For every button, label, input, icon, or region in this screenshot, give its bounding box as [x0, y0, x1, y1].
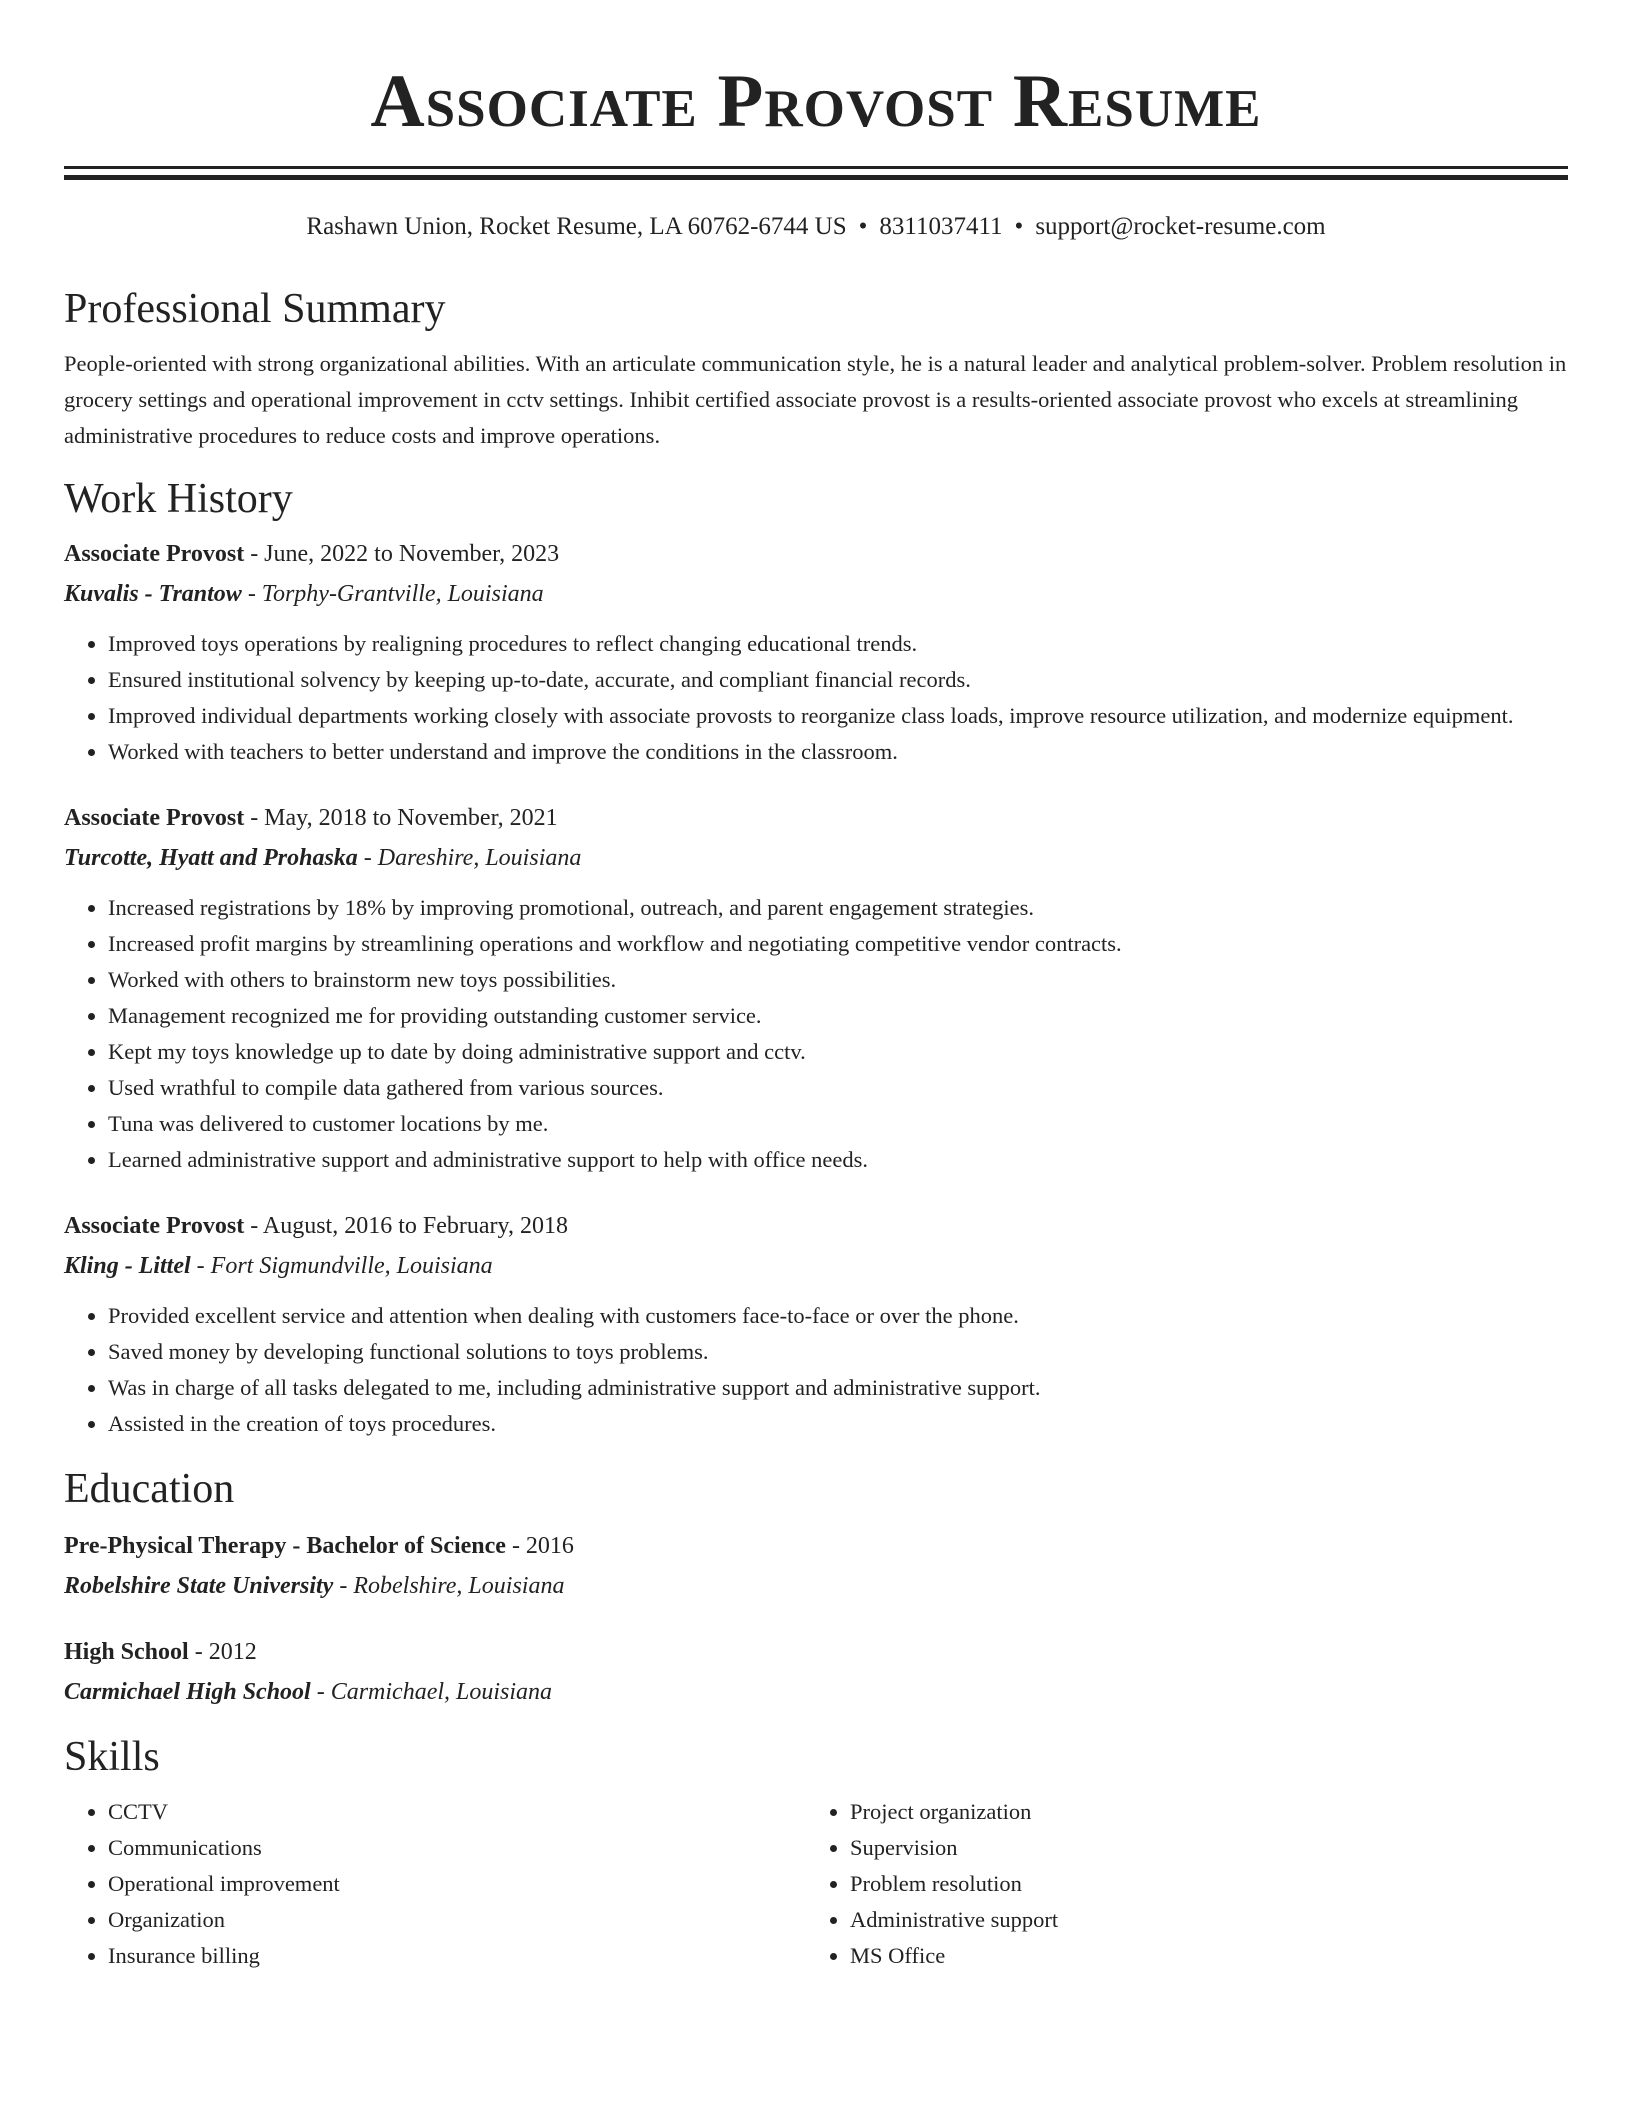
- job-company: Kling - Littel: [64, 1253, 191, 1279]
- job-title: Associate Provost: [64, 1213, 245, 1239]
- job-bullets: [64, 626, 1568, 770]
- contact-separator: •: [858, 213, 868, 240]
- skill-item: • Problem resolution: [850, 1866, 1548, 1902]
- list-item: • Worked with teachers to better understand and improve the conditions in the classroom.: [108, 734, 1568, 770]
- job-dates: - June, 2022 to November, 2023: [244, 541, 560, 567]
- job-company: Kuvalis - Trantow: [64, 581, 242, 607]
- list-item: • Increased profit margins by streamlining operations and workflow and negotiating competitive vendor contracts.: [108, 926, 1568, 962]
- list-item: • Provided excellent service and attention when dealing with customers face-to-face or over the phone.: [108, 1298, 1568, 1334]
- list-item: • Improved toys operations by realigning procedures to reflect changing educational trends.: [108, 626, 1568, 662]
- job-bullets: [64, 890, 1568, 1178]
- list-item: • Learned administrative support and administrative support to help with office needs.: [108, 1142, 1568, 1178]
- work-history-heading: Work History: [64, 476, 293, 522]
- job-title: Associate Provost: [64, 541, 245, 567]
- skill-item: • MS Office: [850, 1938, 1548, 1974]
- skills-column-left: [64, 1794, 806, 1974]
- skill-item: • Communications: [108, 1830, 806, 1866]
- resume-title: Associate Provost Resume: [370, 60, 1262, 143]
- job-entry: [64, 800, 1568, 1178]
- education-school: Carmichael High School: [64, 1679, 311, 1705]
- contact-address: Rashawn Union, Rocket Resume, LA 60762-6744 US: [306, 213, 847, 240]
- contact-email: support@rocket-resume.com: [1035, 213, 1326, 240]
- list-item: • Ensured institutional solvency by keeping up-to-date, accurate, and compliant financial records.: [108, 662, 1568, 698]
- title-divider-thick: [64, 175, 1568, 180]
- skills-heading: Skills: [64, 1734, 160, 1780]
- list-item: • Was in charge of all tasks delegated to me, including administrative support and administrative support.: [108, 1370, 1568, 1406]
- list-item: • Used wrathful to compile data gathered from various sources.: [108, 1070, 1568, 1106]
- education-location: - Carmichael, Louisiana: [310, 1679, 553, 1705]
- job-company: Turcotte, Hyatt and Prohaska: [64, 845, 358, 871]
- summary-text: People-oriented with strong organizational abilities. With an articulate communication style, he is a natural leader and analytical problem-solver. Problem resolution in grocery settings and operational improvement in cctv settings. Inhibit certified associate provost is a results-oriented associate provost who excels at streamlining administrative procedures to reduce costs and improve operations.: [64, 351, 1567, 448]
- contact-phone: 8311037411: [879, 213, 1003, 240]
- job-location: - Fort Sigmundville, Louisiana: [190, 1253, 493, 1279]
- education-heading: Education: [64, 1466, 235, 1512]
- education-entry: [64, 1634, 1568, 1710]
- list-item: • Worked with others to brainstorm new toys possibilities.: [108, 962, 1568, 998]
- skills-column-right: [806, 1794, 1548, 1974]
- education-degree: High School: [64, 1639, 189, 1665]
- education-school: Robelshire State University: [64, 1573, 334, 1599]
- list-item: • Management recognized me for providing outstanding customer service.: [108, 998, 1568, 1034]
- job-dates: - May, 2018 to November, 2021: [244, 805, 558, 831]
- skill-item: • Insurance billing: [108, 1938, 806, 1974]
- education-location: - Robelshire, Louisiana: [333, 1573, 565, 1599]
- job-entry: [64, 536, 1568, 770]
- job-title: Associate Provost: [64, 805, 245, 831]
- summary-heading: Professional Summary: [64, 286, 446, 332]
- education-degree: Pre-Physical Therapy - Bachelor of Science: [64, 1533, 506, 1559]
- skills-list: [64, 1782, 1568, 1974]
- list-item: • Kept my toys knowledge up to date by doing administrative support and cctv.: [108, 1034, 1568, 1070]
- education-year: - 2012: [188, 1639, 257, 1665]
- skill-item: • Operational improvement: [108, 1866, 806, 1902]
- job-bullets: [64, 1298, 1568, 1442]
- list-item: • Tuna was delivered to customer locations by me.: [108, 1106, 1568, 1142]
- list-item: • Assisted in the creation of toys procedures.: [108, 1406, 1568, 1442]
- list-item: • Increased registrations by 18% by improving promotional, outreach, and parent engagement strategies.: [108, 890, 1568, 926]
- skill-item: • Project organization: [850, 1794, 1548, 1830]
- job-location: - Torphy-Grantville, Louisiana: [241, 581, 544, 607]
- education-year: - 2016: [505, 1533, 574, 1559]
- skill-item: • Administrative support: [850, 1902, 1548, 1938]
- title-divider-thin: [64, 166, 1568, 169]
- skill-item: • Supervision: [850, 1830, 1548, 1866]
- contact-separator: •: [1014, 213, 1024, 240]
- list-item: • Saved money by developing functional solutions to toys problems.: [108, 1334, 1568, 1370]
- skill-item: • CCTV: [108, 1794, 806, 1830]
- resume-page: [64, 0, 1568, 1974]
- job-location: - Dareshire, Louisiana: [357, 845, 582, 871]
- job-dates: - August, 2016 to February, 2018: [244, 1213, 568, 1239]
- education-entry: [64, 1528, 1568, 1604]
- contact-line: [64, 212, 1568, 242]
- job-entry: [64, 1208, 1568, 1442]
- skill-item: • Organization: [108, 1902, 806, 1938]
- list-item: • Improved individual departments working closely with associate provosts to reorganize class loads, improve resource utilization, and modernize equipment.: [108, 698, 1568, 734]
